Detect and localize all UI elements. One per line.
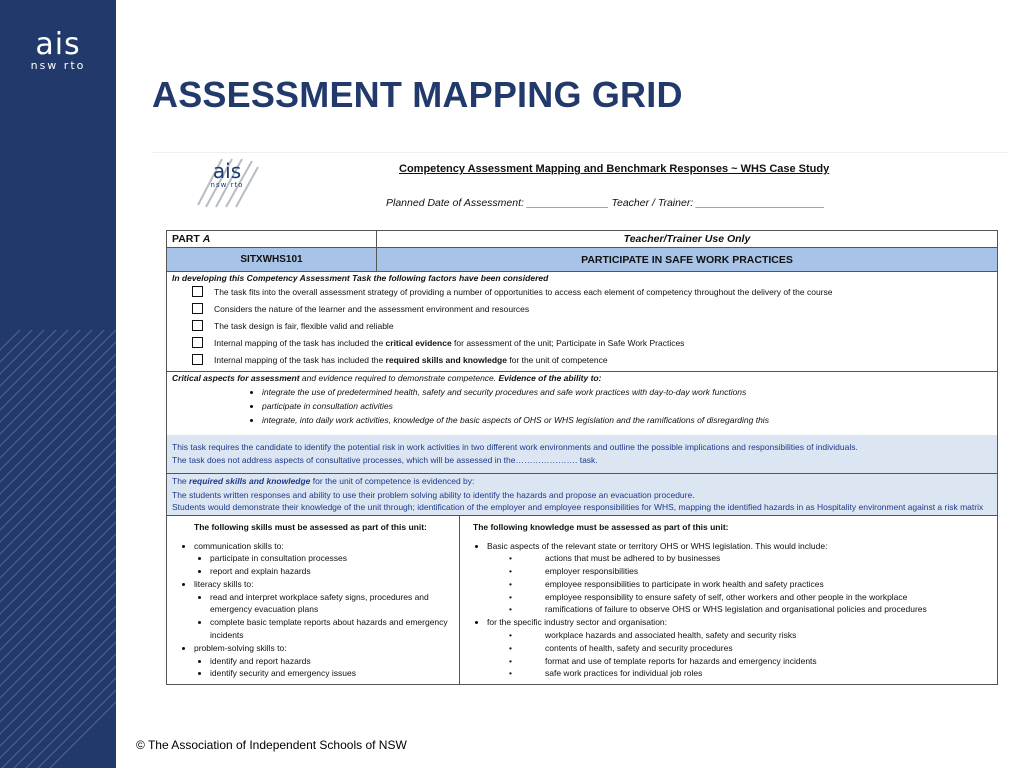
critical-list [262,385,992,427]
skill-group: • communication skills to: • participate in consultation processes • report and explain hazards [194,540,454,578]
logo-main-text: ais [35,27,81,62]
skill-group: • problem-solving skills to: • identify and report hazards • identify security and emergency issues [194,642,454,680]
critical-item: • participate in consultation activities [262,399,992,413]
knowledge-cell [460,515,998,684]
knowledge-item: • employer responsibilities [465,565,992,578]
skills-heading: The following skills must be assessed as part of this unit: [194,521,427,532]
factors-list [172,283,992,368]
mapping-table [166,230,998,685]
factor-item [192,334,992,351]
slide-title: ASSESSMENT MAPPING GRID [152,74,683,115]
document-ais-logo [192,157,262,209]
factor-checkbox[interactable] [192,303,203,314]
knowledge-heading: The following knowledge must be assessed as part of this unit: [473,521,729,532]
factor-item [192,317,992,334]
factor-checkbox[interactable] [192,286,203,297]
skill-item: • read and interpret workplace safety signs, procedures and emergency evacuation plans [210,591,454,617]
factor-item [192,283,992,300]
factor-checkbox[interactable] [192,337,203,348]
knowledge-item: • workplace hazards and associated health, safety and security risks [465,629,992,642]
knowledge-item: • format and use of template reports for hazards and emergency incidents [465,655,992,668]
factor-checkbox[interactable] [192,354,203,365]
task-note-1: This task requires the candidate to identify the potential risk in work activities in two different work environments and outline the possible implications and responsibilities of individuals. [172,442,858,452]
factor-text: Internal mapping of the task has included the required skills and knowledge for the unit of competence [214,354,608,365]
factors-heading: In developing this Competency Assessment Task the following factors have been considered [172,273,549,283]
decorative-diagonal-lines [0,330,116,768]
critical-item: • integrate, into daily work activities, knowledge of the basic aspects of OHS or WHS legislation and the ramifications of disregarding this [262,413,992,427]
decorative-line [0,698,116,768]
factor-checkbox[interactable] [192,320,203,331]
knowledge-item: • actions that must be adhered to by businesses [465,552,992,565]
critical-item: • integrate the use of predetermined health, safety and security procedures and safe work practices with day-to-day work functions [262,385,992,399]
skill-item: • identify security and emergency issues [210,667,454,680]
critical-cell [167,372,998,474]
knowledge-list [465,540,992,681]
factor-text: The task fits into the overall assessment strategy of providing a number of opportunities to access each element of competency throughout the delivery of the course [214,286,833,297]
ais-logo [0,27,116,72]
factors-cell [167,272,998,372]
copyright-footer: © The Association of Independent Schools of NSW [136,738,407,752]
required-evidence-cell: The required skills and knowledge for the unit of competence is evidenced by: The students written responses and ability to use their problem solving ability to identify the hazards and propose an evacuation procedure. Students would demonstrate their knowledge of the unit through; identification of the employer and employee responsibilities for WHS, mapping the identified hazards in as Hospitality environment against a risk matrix [167,474,998,516]
knowledge-group: • Basic aspects of the relevant state or territory OHS or WHS legislation. This would include: [487,540,992,553]
factor-text: Considers the nature of the learner and the assessment environment and resources [214,303,530,314]
decorative-line [0,686,116,768]
knowledge-item: • employee responsibility to ensure safety of self, other workers and other people in the workplace [465,591,992,604]
unit-code: SITXWHS101 [167,248,377,272]
skill-item: • complete basic template reports about hazards and emergency incidents [210,616,454,642]
teacher-use-only: Teacher/Trainer Use Only [377,231,998,248]
factor-item [192,351,992,368]
unit-title: PARTICIPATE IN SAFE WORK PRACTICES [377,248,998,272]
brand-sidebar [0,0,116,768]
mapping-document [152,152,1008,711]
decorative-line [0,330,116,466]
skill-group: • literacy skills to: • read and interpret workplace safety signs, procedures and emergency evacuation plans • complete basic template reports about hazards and emergency incidents [194,578,454,642]
doc-logo-sub: nsw rto [210,181,244,189]
document-heading: Competency Assessment Mapping and Benchmark Responses ~ WHS Case Study [399,163,830,175]
part-label-cell: PART A [167,231,377,248]
critical-heading: Critical aspects for assessment and evidence required to demonstrate competence. Evidence of the ability to: [172,373,602,383]
knowledge-group: • for the specific industry sector and organisation: [487,616,992,629]
skill-item: • participate in consultation processes [210,552,454,565]
logo-sub-text: nsw rto [30,59,86,72]
knowledge-item: • contents of health, safety and security procedures [465,642,992,655]
skill-item: • report and explain hazards [210,565,454,578]
doc-logo-main: ais [212,159,242,183]
skills-cell [167,515,460,684]
task-note-2: The task does not address aspects of consultative processes, which will be assessed in the…………………. task. [172,455,598,465]
knowledge-item: • ramifications of failure to observe OHS or WHS legislation and organisational policies and procedures [465,603,992,616]
skills-list [172,540,454,681]
factor-text: The task design is fair, flexible valid and reliable [214,320,394,331]
task-note-box [167,435,997,473]
req-line-3: Students would demonstrate their knowledge of the unit through; identification of the employer and employee responsibilities for WHS, mapping the identified hazards in as Hospitality environment against a risk matrix [172,502,984,512]
knowledge-item: • employee responsibilities to participate in work health and safety practices [465,578,992,591]
factor-item [192,300,992,317]
factor-text: Internal mapping of the task has included the critical evidence for assessment of the unit; Participate in Safe Work Practices [214,337,685,348]
skill-item: • identify and report hazards [210,655,454,668]
knowledge-item: • safe work practices for individual job roles [465,667,992,680]
req-line-2: The students written responses and ability to use their problem solving ability to identify the hazards and propose an evacuation procedure. [172,489,695,500]
planned-date-line: Planned Date of Assessment: ______________ Teacher / Trainer: ______________________ [386,197,825,209]
